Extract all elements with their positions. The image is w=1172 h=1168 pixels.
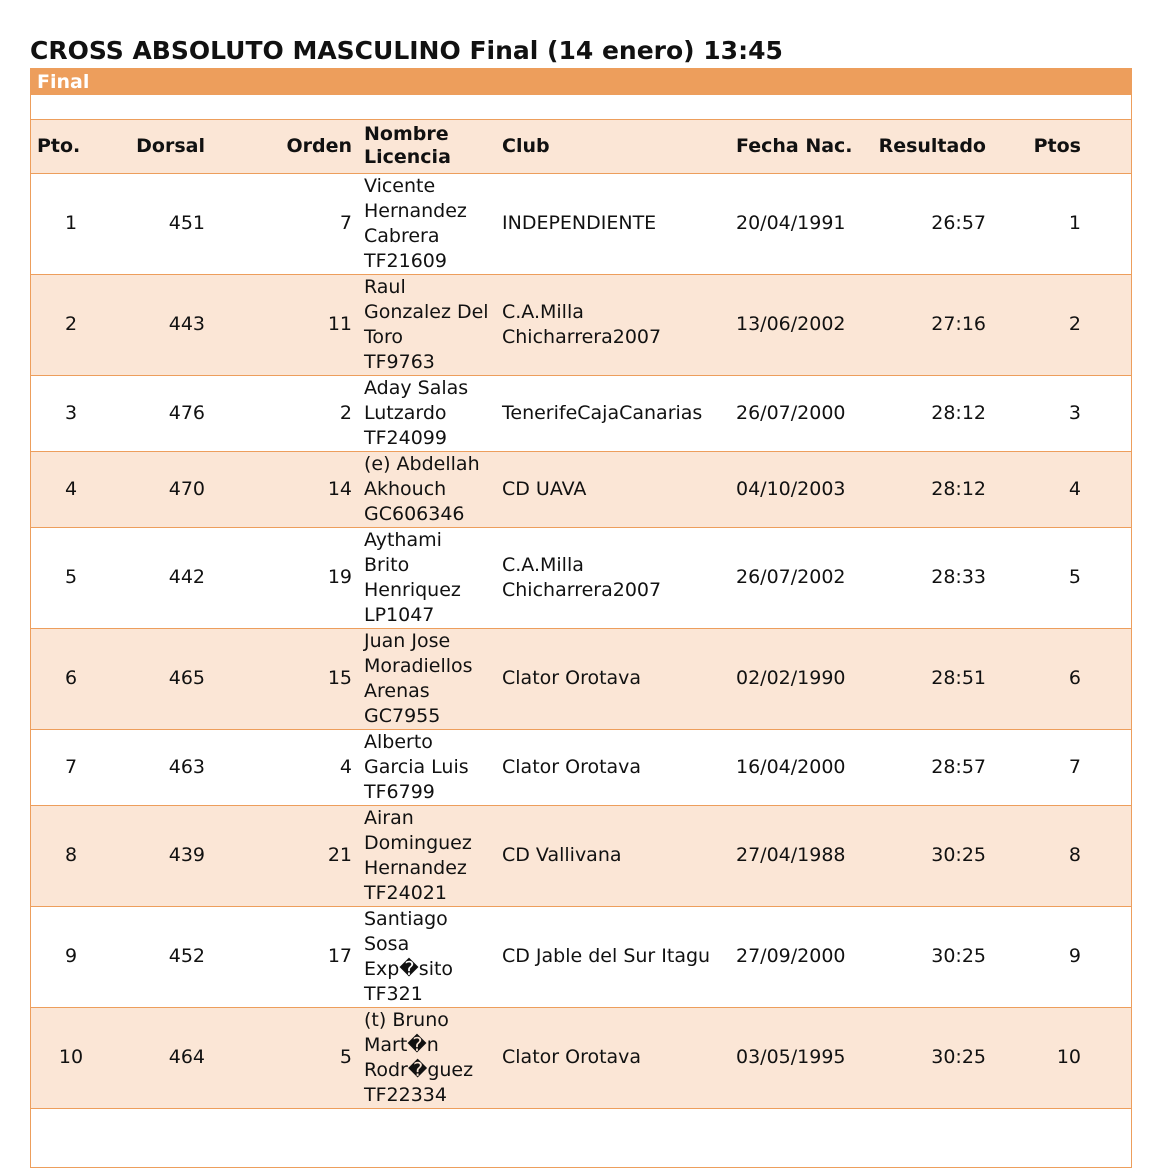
cell-fecha: 02/02/1990 <box>736 667 846 689</box>
cell-dorsal: 443 <box>168 313 205 335</box>
cell-dorsal: 439 <box>168 844 205 866</box>
athlete-name: Raul Gonzalez Del Toro <box>364 275 489 348</box>
athlete-license: TF24021 <box>364 881 447 904</box>
athlete-name: Juan Jose Moradiellos Arenas <box>364 629 473 702</box>
cell-nombre <box>358 375 496 451</box>
cell-resultado: 28:33 <box>931 566 986 588</box>
cell-pad <box>1087 729 1131 805</box>
cell-orden: 19 <box>327 566 352 588</box>
cell-fecha: 04/10/2003 <box>736 477 846 500</box>
header-ptos: Ptos <box>1033 134 1081 157</box>
cell-fecha: 13/06/2002 <box>736 313 846 335</box>
table-row <box>31 527 1131 628</box>
cell-dorsal: 463 <box>168 755 205 778</box>
table-row <box>31 173 1131 274</box>
cell-pad <box>1087 274 1131 375</box>
table-row <box>31 729 1131 805</box>
cell-resultado: 28:51 <box>931 667 986 689</box>
athlete-name: Santiago Sosa Exp�sito <box>364 907 454 980</box>
athlete-license: GC7955 <box>364 704 441 727</box>
cell-resultado: 30:25 <box>931 1046 986 1068</box>
cell-pad <box>1087 628 1131 729</box>
cell-pad <box>1087 1007 1131 1108</box>
cell-orden: 7 <box>339 212 352 234</box>
cell-club: CD Vallivana <box>502 844 622 866</box>
table-row <box>31 628 1131 729</box>
header-row <box>31 120 1131 173</box>
cell-fecha: 03/05/1995 <box>736 1046 846 1068</box>
results-table <box>31 120 1131 1109</box>
athlete-name: Aday Salas Lutzardo <box>364 376 469 424</box>
cell-pto: 9 <box>64 945 78 967</box>
cell-ptos: 7 <box>1068 755 1081 778</box>
athlete-name: (t) Bruno Mart�n Rodr�guez <box>364 1008 474 1081</box>
athlete-license: TF6799 <box>364 780 435 803</box>
cell-pto: 2 <box>64 313 78 335</box>
cell-club: CD Jable del Sur Itagu <box>502 945 711 967</box>
athlete-name: Vicente Hernandez Cabrera <box>364 174 467 247</box>
cell-dorsal: 476 <box>168 401 205 424</box>
header-resultado: Resultado <box>878 134 986 157</box>
cell-club: TenerifeCajaCanarias <box>502 401 703 424</box>
cell-resultado: 27:16 <box>931 313 986 335</box>
cell-ptos: 4 <box>1068 477 1081 500</box>
cell-pad <box>1087 173 1131 274</box>
cell-pto: 1 <box>64 212 78 234</box>
cell-pto: 6 <box>64 667 78 689</box>
table-row <box>31 805 1131 906</box>
cell-pto: 4 <box>64 477 78 500</box>
cell-orden: 11 <box>327 313 352 335</box>
cell-dorsal: 452 <box>168 945 205 967</box>
athlete-license: TF21609 <box>364 249 447 272</box>
page-title: CROSS ABSOLUTO MASCULINO Final (14 enero) 13:45 <box>30 36 783 65</box>
header-orden: Orden <box>286 134 352 157</box>
header-dorsal: Dorsal <box>136 134 205 157</box>
cell-orden: 2 <box>339 401 352 424</box>
header-nombre: Nombre Licencia <box>364 123 451 169</box>
cell-pad <box>1087 451 1131 527</box>
cell-club: CD UAVA <box>502 477 587 500</box>
cell-nombre <box>358 805 496 906</box>
header-fecha: Fecha Nac. <box>736 134 853 157</box>
cell-dorsal: 465 <box>168 667 205 689</box>
cell-club: Clator Orotava <box>502 755 642 778</box>
table-header <box>31 120 1131 173</box>
cell-ptos: 8 <box>1068 844 1081 866</box>
cell-pad <box>1087 527 1131 628</box>
cell-ptos: 10 <box>1056 1046 1081 1068</box>
section-header: Final <box>31 69 1131 95</box>
athlete-license: TF321 <box>364 982 423 1005</box>
cell-resultado: 28:57 <box>931 755 986 778</box>
cell-pad <box>1087 805 1131 906</box>
cell-dorsal: 470 <box>168 477 205 500</box>
cell-orden: 15 <box>327 667 352 689</box>
cell-resultado: 26:57 <box>931 212 986 234</box>
cell-resultado: 30:25 <box>931 844 986 866</box>
cell-dorsal: 442 <box>168 566 205 588</box>
cell-club: Clator Orotava <box>502 667 642 689</box>
cell-fecha: 20/04/1991 <box>736 212 846 234</box>
athlete-license: TF9763 <box>364 350 435 373</box>
cell-nombre <box>358 527 496 628</box>
cell-pad <box>1087 375 1131 451</box>
cell-resultado: 28:12 <box>931 401 986 424</box>
cell-resultado: 28:12 <box>931 477 986 500</box>
cell-pto: 7 <box>64 755 78 778</box>
cell-orden: 5 <box>339 1046 352 1068</box>
athlete-license: GC606346 <box>364 502 465 525</box>
cell-nombre <box>358 451 496 527</box>
table-row <box>31 375 1131 451</box>
cell-club: Clator Orotava <box>502 1046 642 1068</box>
cell-dorsal: 451 <box>168 212 205 234</box>
cell-orden: 17 <box>327 945 352 967</box>
results-frame <box>30 68 1132 1168</box>
cell-orden: 14 <box>327 477 352 500</box>
cell-club: C.A.Milla Chicharrera2007 <box>502 553 662 601</box>
cell-nombre <box>358 274 496 375</box>
cell-ptos: 1 <box>1068 212 1081 234</box>
cell-resultado: 30:25 <box>931 945 986 967</box>
athlete-name: Aythami Brito Henriquez <box>364 528 461 601</box>
cell-fecha: 27/09/2000 <box>736 945 846 967</box>
cell-fecha: 27/04/1988 <box>736 844 846 866</box>
cell-ptos: 3 <box>1068 401 1081 424</box>
cell-nombre <box>358 173 496 274</box>
header-pad <box>1087 120 1131 173</box>
athlete-name: (e) Abdellah Akhouch <box>364 452 480 500</box>
cell-nombre <box>358 628 496 729</box>
athlete-name: Airan Dominguez Hernandez <box>364 806 472 879</box>
cell-nombre <box>358 729 496 805</box>
cell-orden: 4 <box>339 755 352 778</box>
cell-pto: 5 <box>64 566 78 588</box>
table-row <box>31 274 1131 375</box>
cell-ptos: 5 <box>1068 566 1081 588</box>
cell-pto: 3 <box>64 401 78 424</box>
cell-fecha: 26/07/2000 <box>736 401 846 424</box>
cell-pad <box>1087 906 1131 1007</box>
cell-nombre <box>358 906 496 1007</box>
cell-pto: 10 <box>58 1046 84 1068</box>
athlete-name: Alberto Garcia Luis <box>364 730 469 778</box>
header-pto: Pto. <box>37 134 81 157</box>
cell-dorsal: 464 <box>168 1046 205 1068</box>
table-body <box>31 173 1131 1108</box>
cell-club: C.A.Milla Chicharrera2007 <box>502 300 662 348</box>
table-row <box>31 451 1131 527</box>
cell-fecha: 16/04/2000 <box>736 755 846 778</box>
cell-ptos: 2 <box>1068 313 1081 335</box>
header-club: Club <box>502 134 550 157</box>
athlete-license: TF22334 <box>364 1083 447 1106</box>
cell-nombre <box>358 1007 496 1108</box>
cell-club: INDEPENDIENTE <box>502 212 657 234</box>
cell-ptos: 6 <box>1068 667 1081 689</box>
cell-pto: 8 <box>64 844 78 866</box>
cell-orden: 21 <box>327 844 352 866</box>
cell-ptos: 9 <box>1068 945 1081 967</box>
table-row <box>31 1007 1131 1108</box>
table-row <box>31 906 1131 1007</box>
athlete-license: TF24099 <box>364 426 447 449</box>
athlete-license: LP1047 <box>364 603 435 626</box>
cell-fecha: 26/07/2002 <box>736 566 846 588</box>
section-spacer <box>31 95 1131 120</box>
